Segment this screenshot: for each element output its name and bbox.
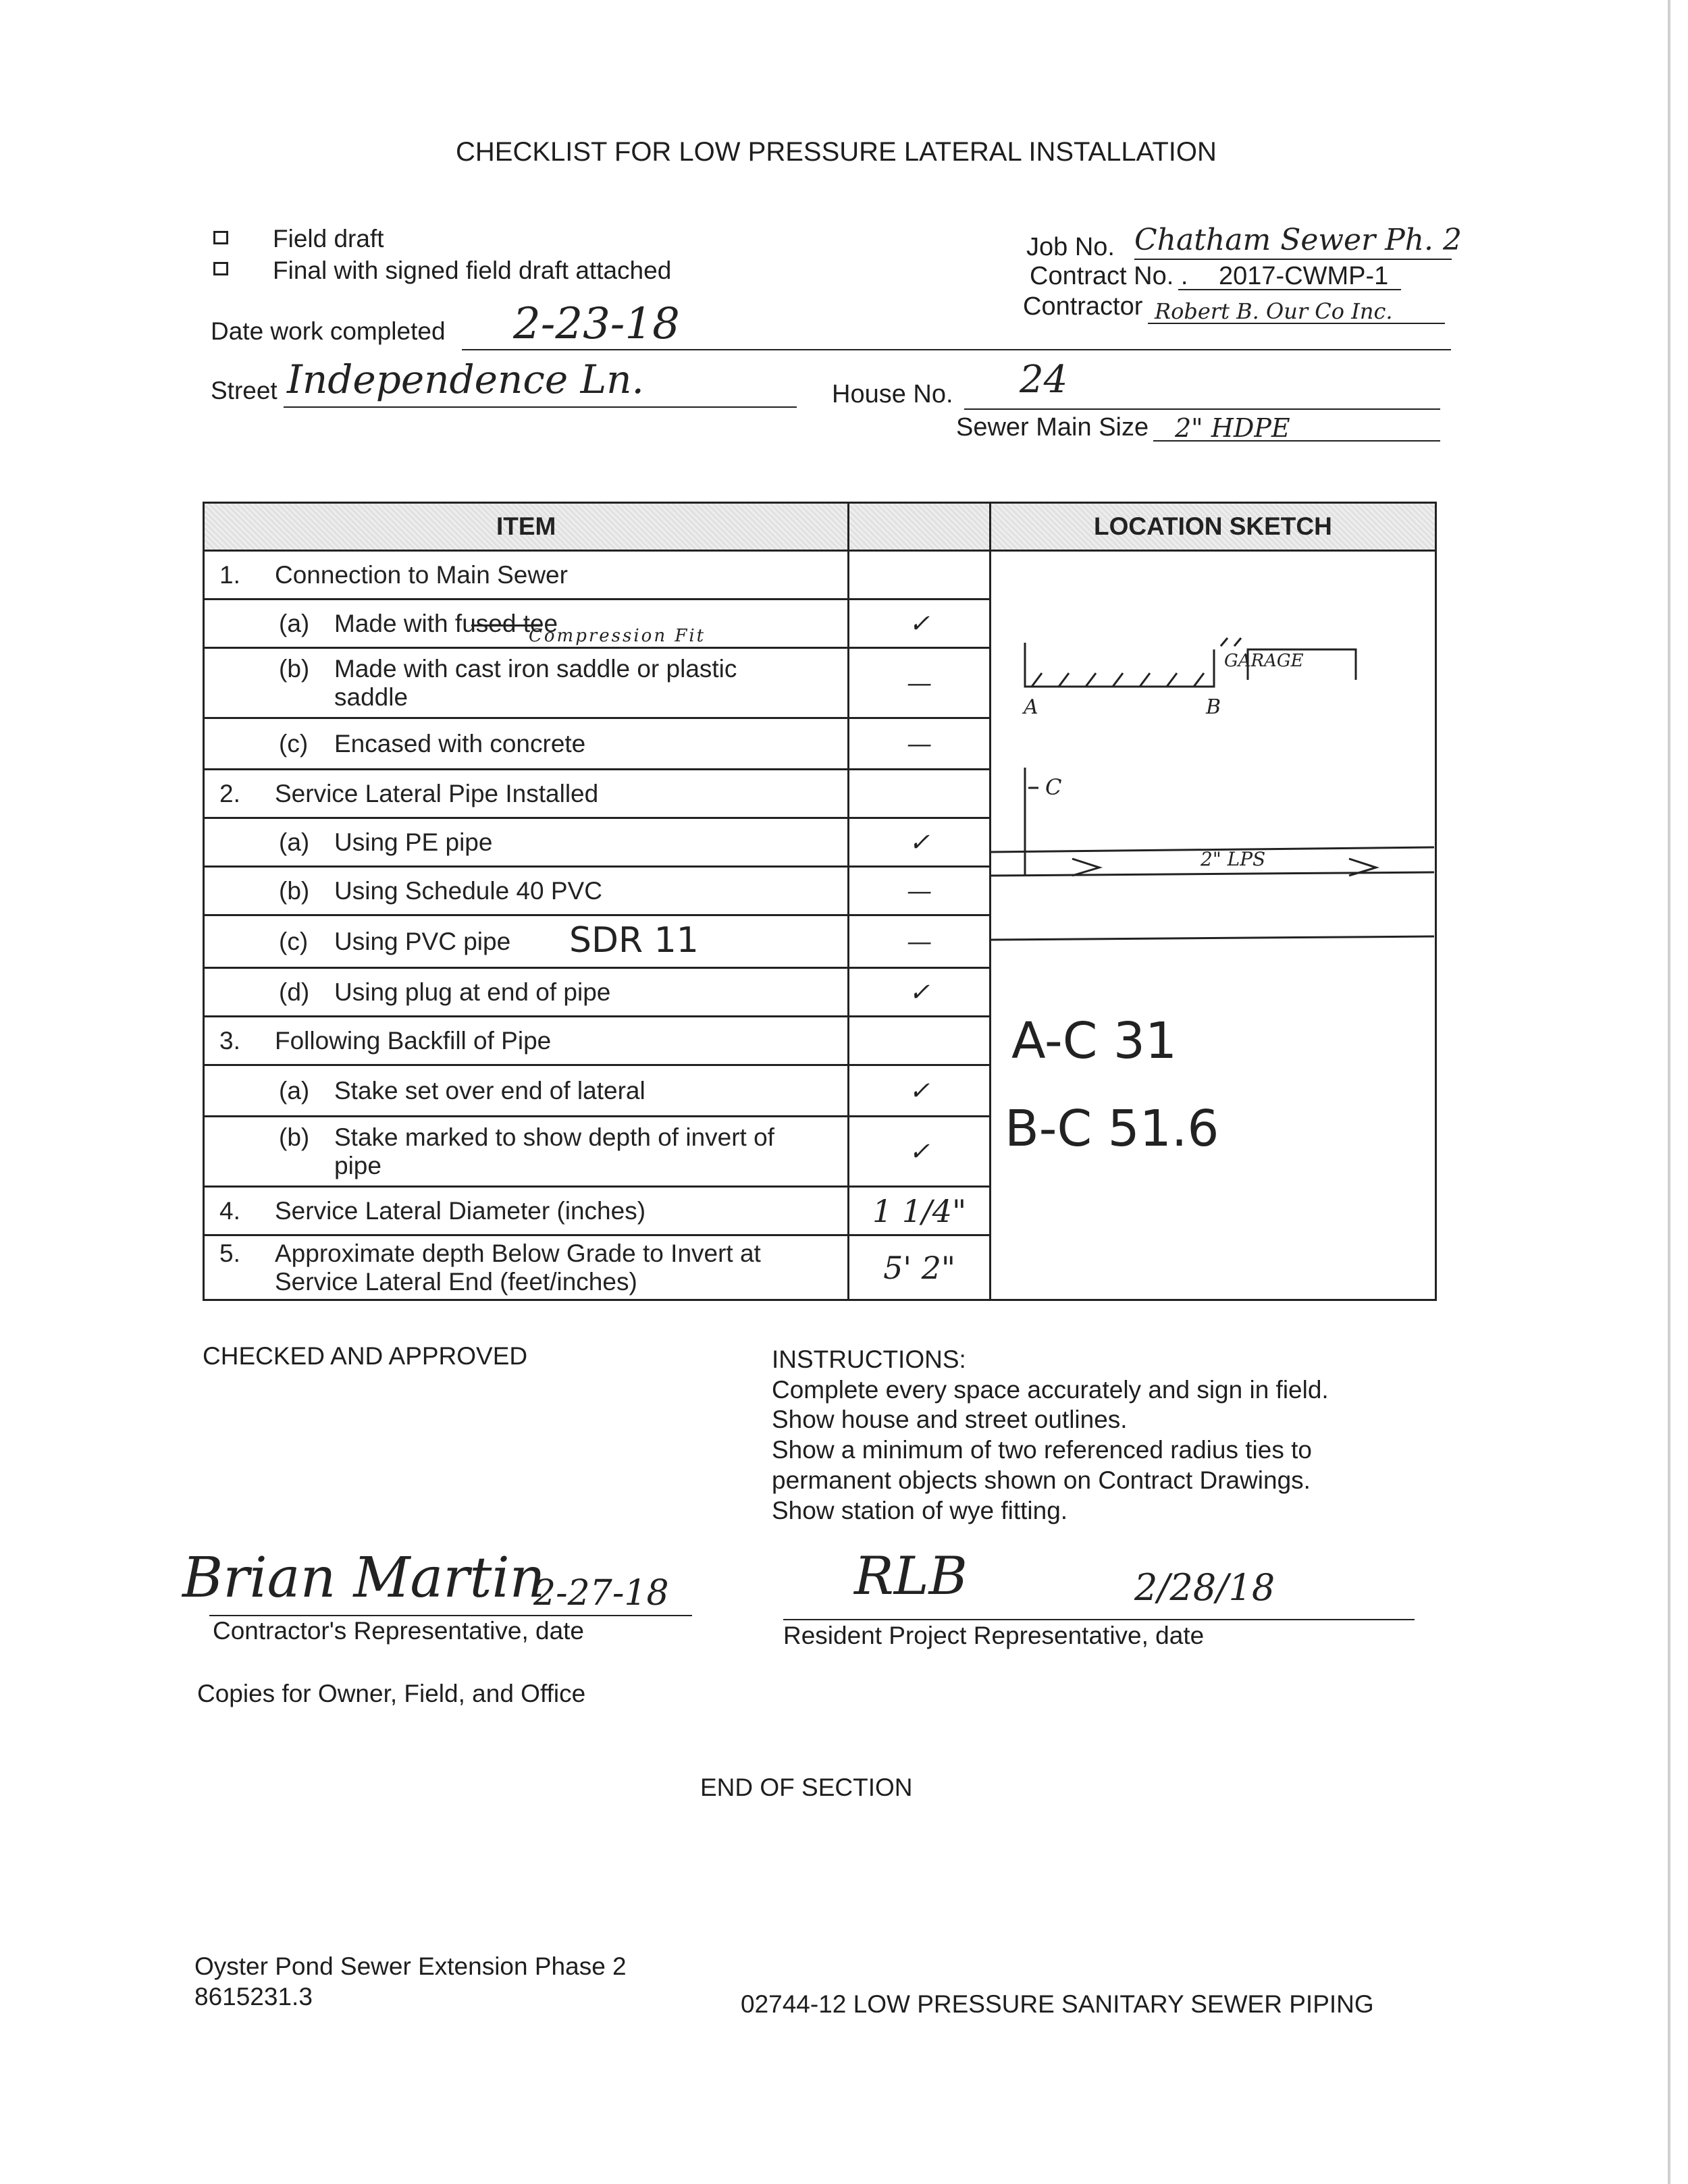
- row-number: (b): [279, 1123, 310, 1151]
- row-text: Stake marked to show depth of invert of pipe: [334, 1123, 774, 1179]
- job-no-value: Chatham Sewer Ph. 2: [1134, 223, 1462, 257]
- row-number: (b): [279, 654, 310, 683]
- resident-sign-line: [783, 1619, 1415, 1620]
- sewer-main-label: Sewer Main Size: [956, 413, 1149, 442]
- row-number: 3.: [219, 1026, 240, 1055]
- instructions-heading: INSTRUCTIONS:: [772, 1346, 966, 1373]
- footer-project: Oyster Pond Sewer Extension Phase 2: [194, 1952, 627, 1980]
- row-text: Using PVC pipe: [334, 927, 511, 955]
- street-label: Street: [211, 377, 278, 404]
- footer-section: 02744-12 LOW PRESSURE SANITARY SEWER PIPING: [741, 1990, 1374, 2018]
- row-note: SDR 11: [569, 920, 699, 961]
- garage-label: GARAGE: [1223, 651, 1304, 671]
- row-number: (c): [279, 729, 309, 757]
- row-text: Encased with concrete: [334, 729, 586, 757]
- row-mark[interactable]: ✓: [849, 1065, 991, 1117]
- contractor-sign-line: [209, 1615, 692, 1616]
- sewer-main-line: [1153, 440, 1440, 442]
- row-text: Stake set over end of lateral: [334, 1076, 645, 1104]
- mark-header: [849, 503, 991, 551]
- instruction-line: Complete every space accurately and sign in field.: [772, 1376, 1329, 1404]
- row-number: 5.: [219, 1239, 240, 1267]
- row-number: (a): [279, 828, 310, 856]
- row-mark[interactable]: 5' 2": [849, 1235, 991, 1300]
- sketch-drawing: [991, 552, 1434, 1314]
- row-mark[interactable]: —: [849, 867, 991, 915]
- house-no-value: 24: [1020, 358, 1068, 402]
- pipe-label: 2" LPS: [1200, 848, 1266, 870]
- point-b-label: B: [1205, 695, 1221, 719]
- sewer-main-value: 2" HDPE: [1175, 413, 1290, 443]
- location-sketch: [990, 551, 1435, 1300]
- instruction-line: Show a minimum of two referenced radius ties to: [772, 1436, 1312, 1464]
- date-value: 2-23-18: [513, 299, 680, 349]
- row-number: (b): [279, 876, 310, 905]
- row-mark[interactable]: [849, 1017, 991, 1065]
- instruction-line: Show house and street outlines.: [772, 1406, 1128, 1433]
- row-text: Approximate depth Below Grade to Invert at Service Lateral End (feet/inches): [275, 1239, 761, 1296]
- end-of-section: END OF SECTION: [700, 1774, 913, 1801]
- row-number: 2.: [219, 779, 240, 807]
- row-text: Service Lateral Pipe Installed: [275, 779, 599, 807]
- instruction-line: Show station of wye fitting.: [772, 1497, 1068, 1524]
- job-no-line: [1134, 259, 1452, 260]
- job-no-label: Job No.: [1026, 233, 1115, 261]
- row-note: Compression Fit: [529, 626, 706, 646]
- scan-edge: [1668, 0, 1670, 2184]
- row-text: Service Lateral Diameter (inches): [275, 1196, 646, 1225]
- row-mark[interactable]: ✓: [849, 600, 991, 648]
- row-text: Following Backfill of Pipe: [275, 1026, 552, 1055]
- contract-no-value: 2017-CWMP-1: [1219, 262, 1389, 290]
- location-sketch-header: LOCATION SKETCH: [990, 503, 1435, 551]
- contractor-value: Robert B. Our Co Inc.: [1155, 298, 1393, 324]
- copies-note: Copies for Owner, Field, and Office: [197, 1680, 586, 1707]
- row-number: (d): [279, 978, 310, 1006]
- contractor-sign-label: Contractor's Representative, date: [213, 1617, 585, 1645]
- row-mark[interactable]: —: [849, 915, 991, 968]
- row-mark[interactable]: ✓: [849, 1117, 991, 1187]
- contractor-sign-date: 2-27-18: [533, 1573, 669, 1614]
- street-value: Independence Ln.: [287, 356, 644, 402]
- row-text: Using PE pipe: [334, 828, 493, 856]
- contractor-signature: Brian Martin: [182, 1546, 546, 1610]
- row-mark[interactable]: —: [849, 648, 991, 718]
- row-text: Connection to Main Sewer: [275, 560, 568, 589]
- checked-approved: CHECKED AND APPROVED: [203, 1342, 528, 1370]
- item-header: ITEM: [204, 503, 849, 551]
- resident-signature: RLB: [854, 1546, 968, 1607]
- street-line: [284, 406, 797, 408]
- checklist-table: [203, 502, 1437, 1301]
- final-draft-checkbox[interactable]: [213, 262, 228, 275]
- field-draft-checkbox[interactable]: [213, 231, 228, 244]
- row-text: Made with fused tee: [334, 609, 558, 637]
- row-number: (a): [279, 609, 310, 637]
- row-mark[interactable]: ✓: [849, 968, 991, 1017]
- final-draft-label: Final with signed field draft attached: [273, 257, 672, 284]
- house-no-line: [964, 408, 1440, 410]
- contractor-line: [1148, 323, 1445, 324]
- row-text: Using plug at end of pipe: [334, 978, 611, 1006]
- contract-no-line: [1178, 289, 1401, 290]
- row-number: (c): [279, 927, 309, 955]
- row-text: Using Schedule 40 PVC: [334, 876, 602, 905]
- tie-b-c: B-C 51.6: [1004, 1100, 1219, 1158]
- row-mark[interactable]: 1 1/4": [849, 1187, 991, 1235]
- resident-sign-date: 2/28/18: [1134, 1566, 1275, 1609]
- row-mark[interactable]: [849, 551, 991, 600]
- point-a-label: A: [1023, 695, 1038, 719]
- field-draft-label: Field draft: [273, 225, 384, 252]
- table-row: [204, 551, 1436, 600]
- row-text: Made with cast iron saddle or plastic saddle: [334, 654, 737, 711]
- row-mark[interactable]: ✓: [849, 818, 991, 867]
- row-number: 1.: [219, 560, 240, 589]
- row-number: (a): [279, 1076, 310, 1104]
- contractor-label: Contractor: [1023, 292, 1143, 321]
- row-mark[interactable]: [849, 770, 991, 818]
- resident-sign-label: Resident Project Representative, date: [783, 1622, 1205, 1649]
- footer-project-no: 8615231.3: [194, 1983, 313, 2010]
- page-title: CHECKLIST FOR LOW PRESSURE LATERAL INSTALLATION: [456, 137, 1217, 167]
- point-c-label: C: [1045, 774, 1062, 800]
- contract-no-label: Contract No. .: [1030, 262, 1188, 290]
- row-mark[interactable]: —: [849, 718, 991, 770]
- house-no-label: House No.: [832, 380, 953, 408]
- strike-line: [471, 624, 542, 627]
- tie-a-c: A-C 31: [1011, 1012, 1177, 1070]
- date-label: Date work completed: [211, 317, 446, 345]
- row-number: 4.: [219, 1196, 240, 1225]
- date-line: [462, 349, 1451, 350]
- instruction-line: permanent objects shown on Contract Drawings.: [772, 1466, 1311, 1494]
